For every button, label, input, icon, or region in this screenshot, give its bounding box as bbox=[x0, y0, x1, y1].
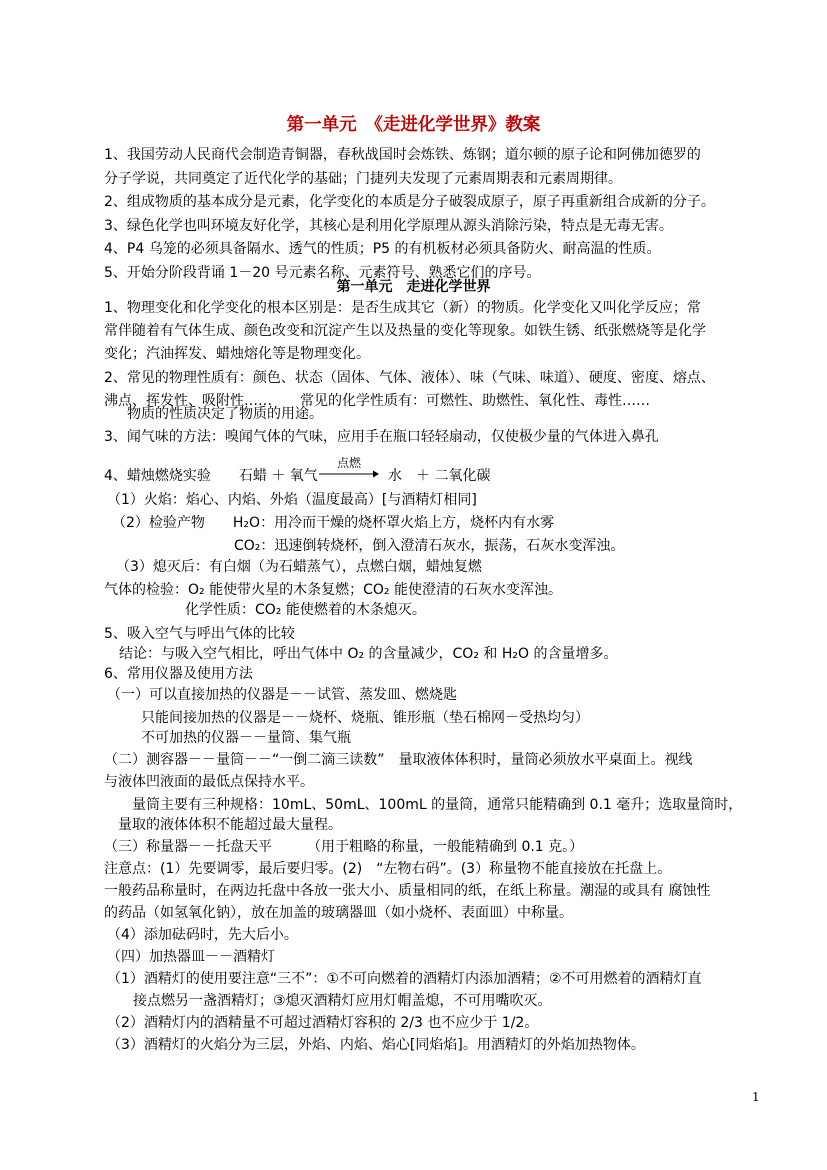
body-line: （4）添加砝码时，先大后小。 bbox=[107, 927, 298, 943]
equation-products: 水 ＋ 二氧化碳 bbox=[388, 468, 491, 484]
body-line: 物质的性质决定了物质的用途。 bbox=[127, 406, 323, 422]
body-line: （1）火焰：焰心、内焰、外焰（温度最高）[与酒精灯相同] bbox=[107, 492, 477, 508]
body-line: 注意点：(1）先要调零，最后要归零。(2) “左物右码”。(3）称量物不能直接放在托盘上。 bbox=[104, 861, 672, 877]
body-line: （三）称量器－－托盘天平 （用于粗略的称量，一般能精确到 0.1 克。） bbox=[104, 839, 584, 855]
body-line: 的药品（如氢氧化钠），放在加盖的玻璃器皿（如小烧杯、表面皿）中称量。 bbox=[104, 905, 573, 921]
intro-line: 分子学说，共同奠定了近代化学的基础；门捷列夫发现了元素周期表和元素周期律。 bbox=[104, 171, 622, 187]
intro-line: 3、绿色化学也叫环境友好化学，其核心是利用化学原理从源头消除污染，特点是无毒无害。 bbox=[104, 218, 673, 234]
body-line: 结论：与吸入空气相比，呼出气体中 O₂ 的含量减少，CO₂ 和 H₂O 的含量增多。 bbox=[119, 646, 618, 662]
body-line: （3）酒精灯的火焰分为三层，外焰、内焰、焰心[同焰焰]。用酒精灯的外焰加热物体。 bbox=[107, 1037, 645, 1053]
body-line: （2）检验产物 H₂O：用冷而干燥的烧杯罩火焰上方，烧杯内有水雾 bbox=[112, 515, 555, 531]
body-line: 化学性质：CO₂ 能使燃着的木条熄灭。 bbox=[185, 602, 426, 618]
right-arrow-icon bbox=[318, 469, 380, 479]
body-line: 沸点、挥发性、吸附性…… 常见的化学性质有：可燃性、助燃性、氧化性、毒性…… bbox=[104, 393, 650, 409]
body-line: 变化；汽油挥发、蜡烛熔化等是物理变化。 bbox=[104, 346, 370, 362]
body-line: 气体的检验：O₂ 能使带火星的木条复燃；CO₂ 能使澄清的石灰水变浑浊。 bbox=[104, 582, 562, 598]
intro-line: 4、P4 乌笼的必须具备隔水、透气的性质；P5 的有机板材必须具备防火、耐高温的性质。 bbox=[104, 241, 661, 257]
body-line: 与液体凹液面的最低点保持水平。 bbox=[104, 774, 314, 790]
body-line: （3）熄灭后：有白烟（为石蜡蒸气），点燃白烟，蜡烛复燃 bbox=[116, 559, 482, 575]
intro-line: 2、组成物质的基本成分是元素，化学变化的本质是分子破裂成原子，原子再重新组合成新的分子。 bbox=[104, 194, 715, 210]
body-line: （1）酒精灯的使用要注意“三不”：①不可向燃着的酒精灯内添加酒精；②不可用燃着的酒精灯直 bbox=[107, 971, 702, 987]
body-line: （四）加热器皿－－酒精灯 bbox=[107, 949, 275, 965]
body-line: 2、常见的物理性质有：颜色、状态（固体、气体、液体）、味（气味、味道）、硬度、密度、熔点、 bbox=[104, 370, 715, 386]
body-line: 只能间接加热的仪器是－－烧杯、烧瓶、锥形瓶（垫石棉网－受热均匀） bbox=[141, 710, 589, 726]
intro-line: 1、我国劳动人民商代会制造青铜器，春秋战国时会炼铁、炼钢；道尔顿的原子论和阿佛加德罗的 bbox=[104, 147, 701, 163]
reaction-condition-label: 点燃 bbox=[336, 456, 361, 470]
body-line: （二）测容器－－量筒－－“一倒二滴三读数” 量取液体体积时，量筒必须放水平桌面上。视线 bbox=[104, 752, 693, 768]
section-subtitle: 第一单元 走进化学世界 bbox=[336, 279, 491, 295]
body-line: （2）酒精灯内的酒精量不可超过酒精灯容积的 2/3 也不应少于 1/2。 bbox=[107, 1015, 539, 1031]
body-line: 不可加热的仪器－－量筒、集气瓶 bbox=[141, 730, 351, 746]
body-line: （一）可以直接加热的仪器是－－试管、蒸发皿、燃烧匙 bbox=[107, 687, 457, 703]
body-line: 1、物理变化和化学变化的根本区别是：是否生成其它（新）的物质。化学变化又叫化学反应；常 bbox=[104, 300, 701, 316]
page-title: 第一单元 《走进化学世界》教案 bbox=[286, 115, 541, 135]
body-line: 量筒主要有三种规格：10mL、50mL、100mL 的量筒，通常只能精确到 0.1 毫升；选取量筒时， bbox=[132, 797, 743, 813]
reaction-arrow bbox=[318, 456, 380, 484]
body-line: 接点燃另一盏酒精灯；③熄灭酒精灯应用灯帽盖熄，不可用嘴吹灭。 bbox=[133, 993, 552, 1009]
body-line: 3、闻气味的方法：嗅闻气体的气味，应用手在瓶口轻轻扇动，仅使极少量的气体进入鼻孔 bbox=[104, 429, 659, 445]
body-line: CO₂：迅速倒转烧杯，倒入澄清石灰水，振荡，石灰水变浑浊。 bbox=[234, 538, 625, 554]
body-line: 5、吸入空气与呼出气体的比较 bbox=[104, 626, 295, 642]
equation-reactants: 4、蜡烛燃烧实验 石蜡 ＋ 氧气 bbox=[104, 468, 318, 484]
body-line: 6、常用仪器及使用方法 bbox=[104, 666, 253, 682]
body-line: 一般药品称量时，在两边托盘中各放一张大小、质量相同的纸，在纸上称量。潮湿的或具有 腐蚀性 bbox=[104, 883, 711, 899]
intro-line: 5、开始分阶段背诵 1－20 号元素名称、元素符号、熟悉它们的序号。 bbox=[104, 265, 541, 281]
page-number: 1 bbox=[752, 1090, 760, 1104]
body-line: 量取的液体体积不能超过最大量程。 bbox=[118, 817, 342, 833]
body-line: 常伴随着有气体生成、颜色改变和沉淀产生以及热量的变化等现象。如铁生锈、纸张燃烧等是化学 bbox=[104, 323, 706, 339]
